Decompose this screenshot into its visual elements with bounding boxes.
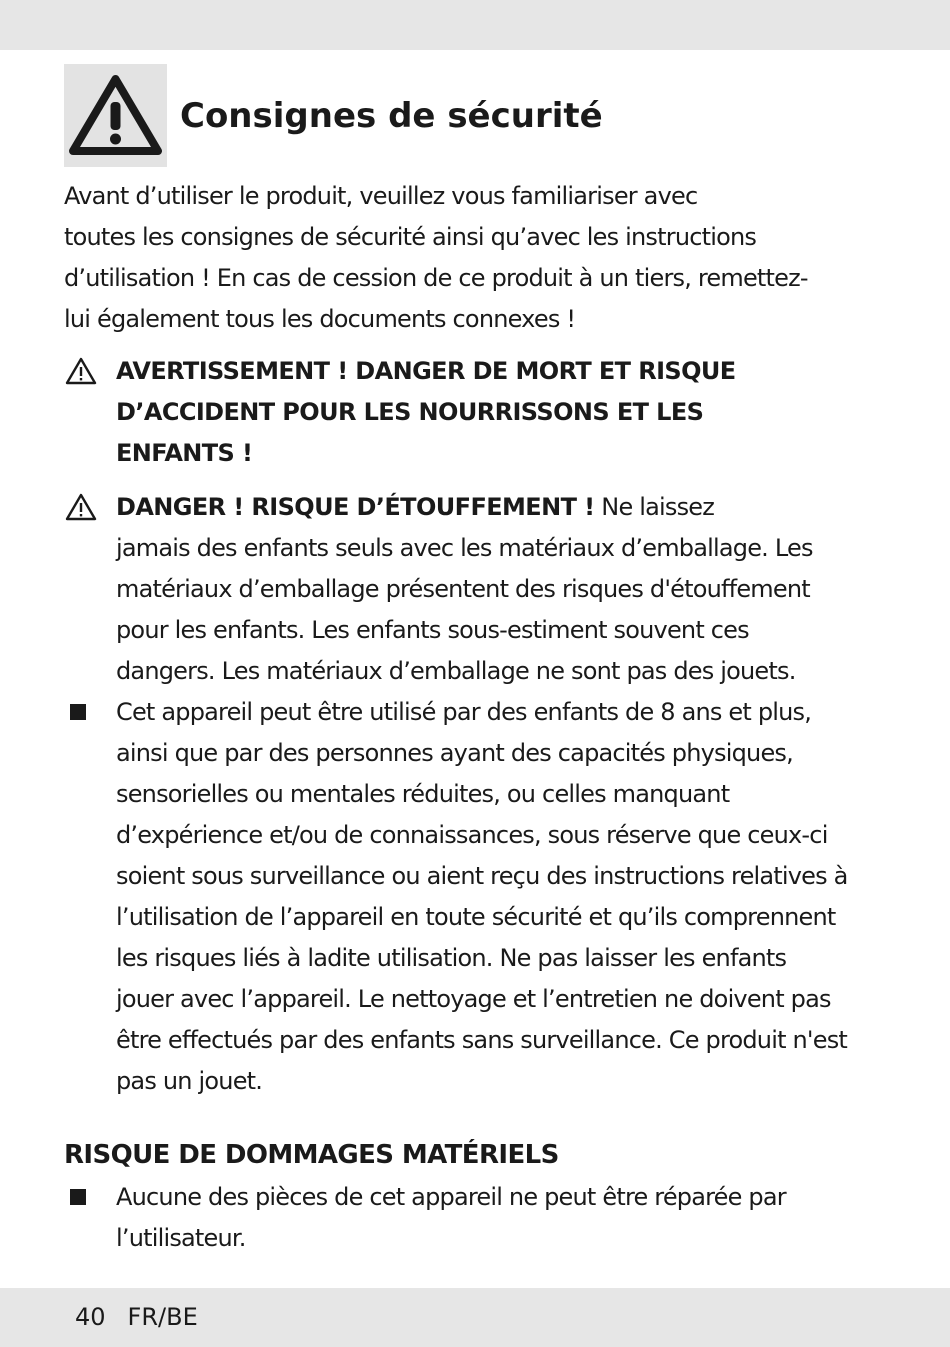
warning-body-line: dangers. Les matériaux d’emballage ne sont pas des jouets. [116,657,796,685]
bullet-line: Cet appareil peut être utilisé par des enfants de 8 ans et plus, [116,698,812,726]
warning-lead-rest: Ne laissez [594,493,715,521]
bullet-line: l’utilisation de l’appareil en toute sécurité et qu’ils comprennent [116,903,836,931]
bullet-line: être effectués par des enfants sans surveillance. Ce produit n'est [116,1026,848,1054]
warning-body-line: matériaux d’emballage présentent des risques d'étouffement [116,575,810,603]
page-title: Consignes de sécurité [180,96,603,136]
bullet-line: pas un jouet. [116,1067,263,1095]
warning-triangle-icon [64,64,167,167]
bullet-line: d’expérience et/ou de connaissances, sous réserve que ceux-ci [116,821,828,849]
language-code: FR/BE [127,1303,198,1331]
intro-line: lui également tous les documents connexes ! [64,305,576,333]
intro-line: Avant d’utiliser le produit, veuillez vous familiariser avec [64,182,698,210]
warning-heading-line: ENFANTS ! [116,439,253,467]
square-bullet-icon [70,1189,86,1205]
warning-lead-line [116,487,714,528]
warning-triangle-icon [64,492,98,522]
bullet-line: ainsi que par des personnes ayant des capacités physiques, [116,739,793,767]
intro-line: toutes les consignes de sécurité ainsi qu’avec les instructions [64,223,757,251]
top-band [0,0,950,50]
page-number: 40 [75,1303,106,1331]
bullet-line: jouer avec l’appareil. Le nettoyage et l’entretien ne doivent pas [116,985,831,1013]
bullet-line: soient sous surveillance ou aient reçu des instructions relatives à [116,862,848,890]
bullet-line: sensorielles ou mentales réduites, ou celles manquant [116,780,730,808]
warning-heading-line: AVERTISSEMENT ! DANGER DE MORT ET RISQUE [116,357,736,385]
bullet-line: Aucune des pièces de cet appareil ne peut être réparée par [116,1183,786,1211]
warning-heading-line: D’ACCIDENT POUR LES NOURRISSONS ET LES [116,398,704,426]
warning-lead-bold: DANGER ! RISQUE D’ÉTOUFFEMENT ! [116,493,595,521]
section-heading-material-damage: RISQUE DE DOMMAGES MATÉRIELS [64,1140,559,1170]
warning-body-line: jamais des enfants seuls avec les matériaux d’emballage. Les [116,534,813,562]
warning-triangle-icon [64,356,98,386]
intro-line: d’utilisation ! En cas de cession de ce produit à un tiers, remettez- [64,264,808,292]
warning-body-line: pour les enfants. Les enfants sous-estiment souvent ces [116,616,749,644]
bullet-line: l’utilisateur. [116,1224,246,1252]
square-bullet-icon [70,704,86,720]
bullet-line: les risques liés à ladite utilisation. Ne pas laisser les enfants [116,944,787,972]
footer [75,1297,198,1337]
